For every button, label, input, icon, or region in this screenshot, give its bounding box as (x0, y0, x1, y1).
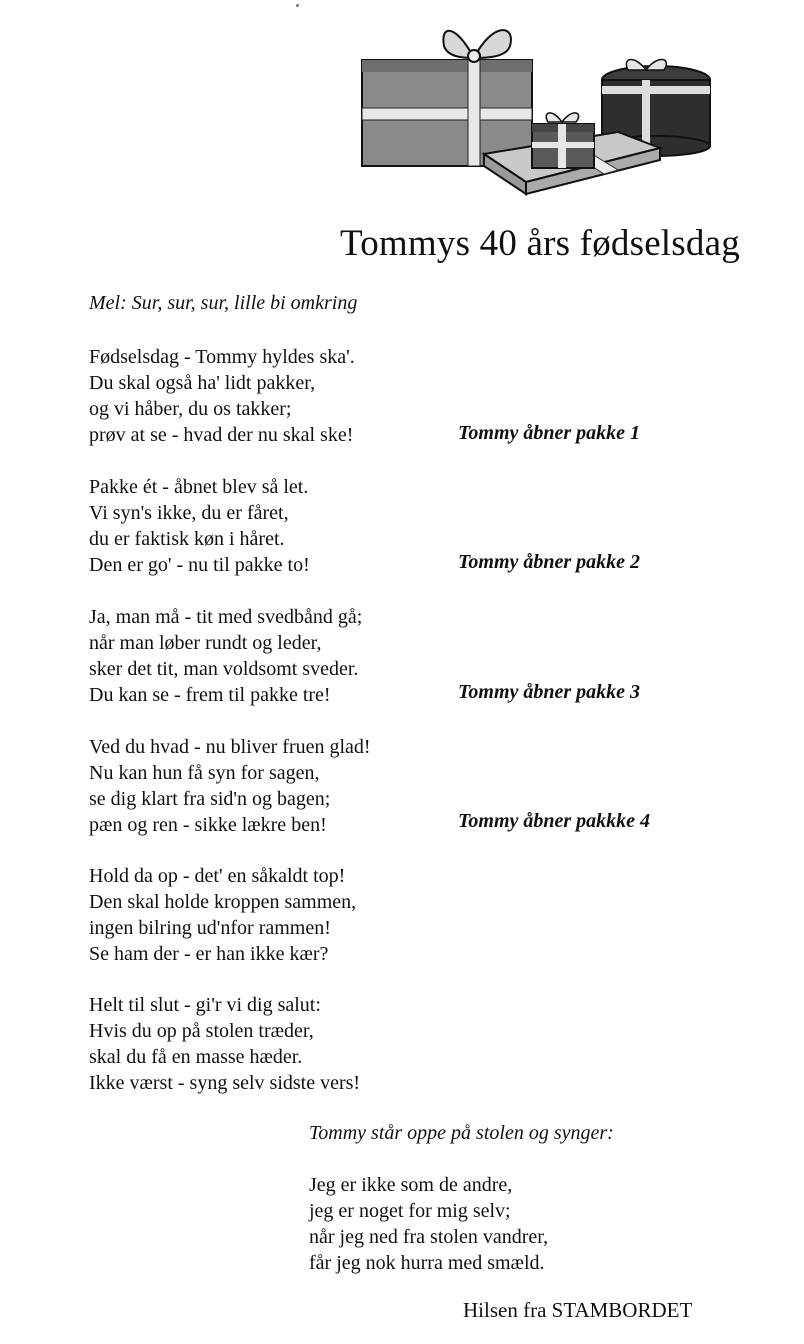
verse-3 (89, 604, 362, 708)
verse-line: Den er go' - nu til pakke to! (89, 554, 310, 576)
verse-line: og vi håber, du os takker; (89, 398, 292, 420)
verse-line: skal du få en masse hæder. (89, 1046, 303, 1068)
verse-line: prøv at se - hvad der nu skal ske! (89, 424, 354, 446)
verse-line: Den skal holde kroppen sammen, (89, 891, 357, 913)
verse-line: Hold da op - det' en såkaldt top! (89, 865, 346, 887)
verse-line: Se ham der - er han ikke kær? (89, 943, 329, 965)
verse-line: når jeg ned fra stolen vandrer, (309, 1226, 549, 1248)
verse-line: pæn og ren - sikke lækre ben! (89, 814, 327, 836)
greeting-signature: Hilsen fra STAMBORDET (463, 1298, 693, 1322)
final-stage-direction: Tommy står oppe på stolen og synger: (309, 1122, 614, 1144)
verse-line: Vi syn's ikke, du er fåret, (89, 502, 289, 524)
verse-5 (89, 863, 356, 967)
verse-line: Du kan se - frem til pakke tre! (89, 684, 331, 706)
verse-2 (89, 474, 310, 578)
stage-direction-2: Tommy åbner pakke 2 (458, 551, 641, 573)
verse-line: får jeg nok hurra med smæld. (309, 1252, 545, 1274)
verse-line: Nu kan hun få syn for sagen, (89, 762, 320, 784)
page-title: Tommys 40 års fødselsdag (340, 223, 740, 264)
verse-line: se dig klart fra sid'n og bagen; (89, 788, 331, 810)
verse-line: når man løber rundt og leder, (89, 632, 322, 654)
verse-line: Jeg er ikke som de andre, (309, 1174, 513, 1196)
verse-line: Ja, man må - tit med svedbånd gå; (89, 606, 363, 628)
verse-line: sker det tit, man voldsomt sveder. (89, 658, 359, 680)
verse-1 (89, 344, 355, 448)
final-verse (309, 1172, 548, 1276)
verse-line: Ved du hvad - nu bliver fruen glad! (89, 736, 371, 758)
stage-direction-4: Tommy åbner pakkke 4 (458, 810, 651, 832)
verse-line: du er faktisk køn i håret. (89, 528, 285, 550)
verse-line: Hvis du op på stolen træder, (89, 1020, 314, 1042)
scan-speck (296, 4, 299, 7)
melody-note: Mel: Sur, sur, sur, lille bi omkring (89, 292, 358, 314)
gift-boxes-illustration (356, 14, 728, 200)
verse-6 (89, 992, 360, 1096)
stage-direction-1: Tommy åbner pakke 1 (458, 422, 641, 444)
verse-line: Pakke ét - åbnet blev så let. (89, 476, 309, 498)
stage-direction-3: Tommy åbner pakke 3 (458, 681, 641, 703)
verse-4 (89, 734, 371, 838)
verse-line: Helt til slut - gi'r vi dig salut: (89, 994, 321, 1016)
verse-line: Du skal også ha' lidt pakker, (89, 372, 316, 394)
verse-line: Ikke værst - syng selv sidste vers! (89, 1072, 361, 1094)
verse-line: ingen bilring ud'nfor rammen! (89, 917, 331, 939)
verse-line: Fødselsdag - Tommy hyldes ska'. (89, 346, 355, 368)
verse-line: jeg er noget for mig selv; (309, 1200, 511, 1222)
